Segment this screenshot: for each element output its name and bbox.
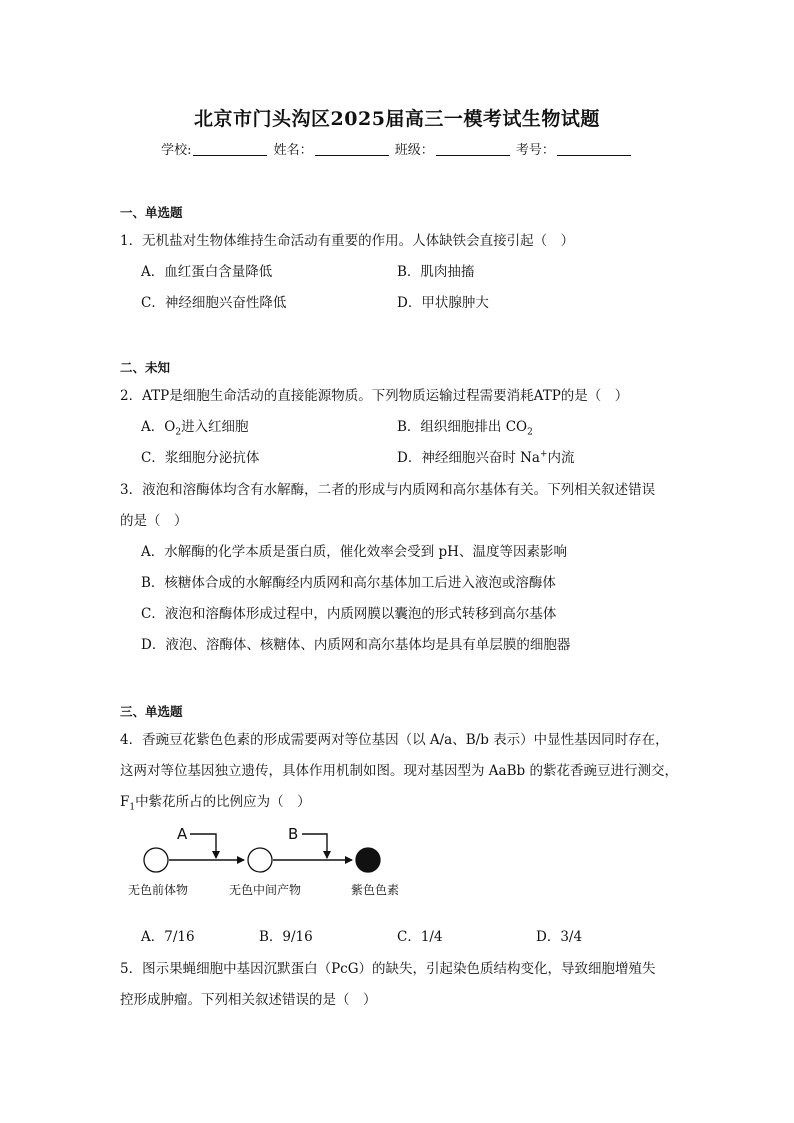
name-label: 姓名： bbox=[273, 143, 313, 158]
q2-option-d bbox=[397, 446, 575, 466]
question-3-stem-line2: 的是（ ） bbox=[120, 513, 188, 529]
q2-option-d-post: 内流 bbox=[547, 450, 575, 466]
q1-option-d: D．甲状腺肿大 bbox=[397, 295, 489, 311]
q4-stem-line3-post: 中紫花所占的比例应为（ ） bbox=[135, 794, 311, 810]
exam-no-label: 考号： bbox=[515, 143, 555, 158]
q2-option-d-pre: D．神经细胞兴奋时 Na bbox=[397, 450, 540, 466]
section-heading: 三、单选题 bbox=[120, 704, 183, 719]
school-label: 学校: bbox=[161, 143, 192, 158]
pigment-label: 紫色色素 bbox=[350, 883, 400, 897]
pathway-diagram bbox=[120, 818, 420, 904]
school-blank[interactable] bbox=[193, 142, 267, 156]
student-info-line bbox=[0, 139, 794, 158]
q4-stem-line3-pre: F bbox=[120, 794, 130, 810]
section-heading: 二、未知 bbox=[120, 360, 171, 375]
question-4-stem-line3 bbox=[120, 790, 311, 813]
question-1-stem: 1．无机盐对生物体维持生命活动有重要的作用。人体缺铁会直接引起（ ） bbox=[120, 233, 575, 249]
q1-option-a: A．血红蛋白含量降低 bbox=[141, 264, 273, 280]
class-blank[interactable] bbox=[436, 142, 510, 156]
q3-option-d: D．液泡、溶酶体、核糖体、内质网和高尔基体均是具有单层膜的细胞器 bbox=[141, 637, 571, 653]
q2-option-b-pre: B．组织细胞排出 CO bbox=[397, 419, 528, 435]
name-blank[interactable] bbox=[315, 142, 389, 156]
gene-b-label: B bbox=[288, 825, 299, 843]
q2-option-b bbox=[397, 415, 533, 438]
intermediate-node bbox=[248, 848, 272, 872]
question-4-stem-line2: 这两对等位基因独立遗传，具体作用机制如图。现对基因型为 AaBb 的紫花香豌豆进行测交， bbox=[120, 763, 678, 779]
q2-option-a-pre: A．O bbox=[141, 419, 176, 435]
question-2-stem: 2．ATP是细胞生命活动的直接能源物质。下列物质运输过程需要消耗ATP的是（ ） bbox=[120, 388, 629, 404]
question-5-stem-line2: 控形成肿瘤。下列相关叙述错误的是（ ） bbox=[120, 992, 377, 1008]
q4-option-b: B．9/16 bbox=[259, 929, 313, 945]
precursor-node bbox=[144, 848, 168, 872]
precursor-label: 无色前体物 bbox=[127, 883, 189, 897]
q1-option-b: B．肌肉抽搐 bbox=[397, 264, 475, 280]
q2-option-a-post: 进入红细胞 bbox=[181, 419, 249, 435]
q2-option-c: C．浆细胞分泌抗体 bbox=[141, 450, 260, 466]
gene-b-arrow bbox=[302, 834, 327, 858]
q4-option-a: A．7/16 bbox=[141, 929, 195, 945]
q2-option-b-sub: 2 bbox=[527, 427, 533, 438]
q1-option-c: C．神经细胞兴奋性降低 bbox=[141, 295, 287, 311]
q3-option-b: B．核糖体合成的水解酶经内质网和高尔基体加工后进入液泡或溶酶体 bbox=[141, 575, 556, 591]
q2-option-a-sub: 2 bbox=[175, 427, 182, 438]
gene-a-label: A bbox=[177, 825, 188, 843]
exam-no-blank[interactable] bbox=[557, 142, 631, 156]
pigment-node bbox=[356, 848, 380, 872]
gene-a-arrow bbox=[190, 834, 216, 858]
question-3-stem-line1: 3．液泡和溶酶体均含有水解酶，二者的形成与内质网和高尔基体有关。下列相关叙述错误 bbox=[120, 482, 656, 498]
exam-title: 北京市门头沟区2025届高三一模考试生物试题 bbox=[194, 108, 600, 130]
q4-option-c: C．1/4 bbox=[397, 929, 443, 945]
q3-option-c: C．液泡和溶酶体形成过程中，内质网膜以囊泡的形式转移到高尔基体 bbox=[141, 606, 557, 622]
question-4-stem-line1: 4．香豌豆花紫色色素的形成需要两对等位基因（以 A/a、B/b 表示）中显性基因同时存在， bbox=[120, 732, 669, 748]
q4-stem-line3-sub: 1 bbox=[129, 802, 136, 813]
intermediate-label: 无色中间产物 bbox=[228, 883, 302, 897]
section-heading: 一、单选题 bbox=[120, 205, 183, 220]
q2-option-d-sup: + bbox=[539, 449, 548, 460]
class-label: 班级： bbox=[394, 143, 434, 158]
q3-option-a: A．水解酶的化学本质是蛋白质，催化效率会受到 pH、温度等因素影响 bbox=[141, 544, 567, 560]
question-5-stem-line1: 5．图示果蝇细胞中基因沉默蛋白（PcG）的缺失，引起染色质结构变化，导致细胞增殖失 bbox=[120, 961, 656, 977]
q4-option-d: D．3/4 bbox=[536, 929, 583, 945]
q2-option-a bbox=[141, 415, 249, 438]
